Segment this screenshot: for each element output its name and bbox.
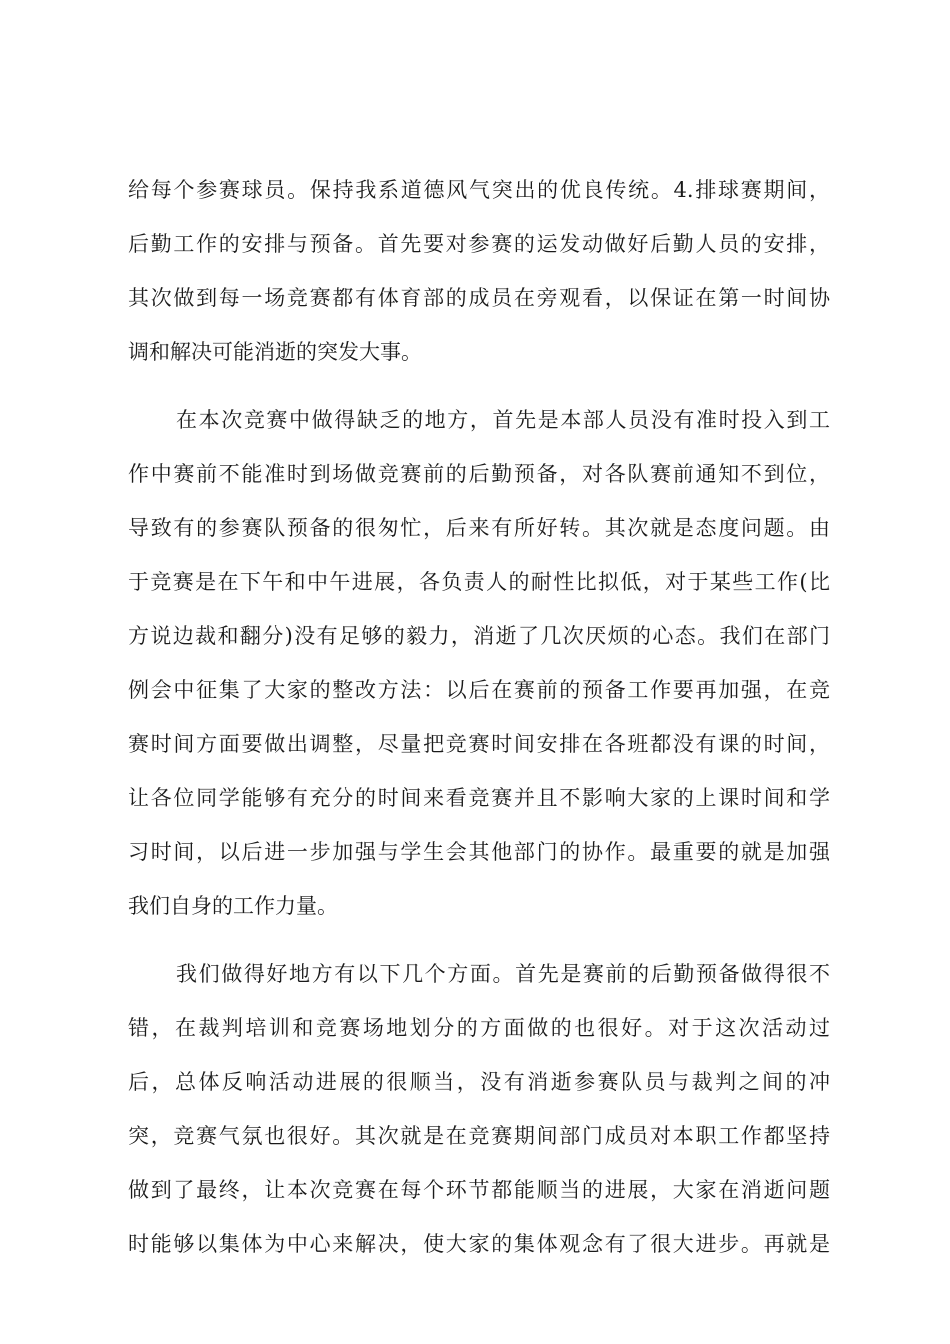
text-line: 我们做得好地方有以下几个方面。首先是赛前的后勤预备做得很不: [176, 962, 830, 986]
text-line: 在本次竞赛中做得缺乏的地方，首先是本部人员没有准时投入到工: [176, 408, 830, 432]
text-line: 作中赛前不能准时到场做竞赛前的后勤预备，对各队赛前通知不到位，: [128, 462, 830, 486]
text-line: 调和解决可能消逝的突发大事。: [128, 340, 422, 364]
text-line: 其次做到每一场竞赛都有体育部的成员在旁观看，以保证在第一时间协: [128, 286, 830, 310]
text-line: 导致有的参赛队预备的很匆忙，后来有所好转。其次就是态度问题。由: [128, 516, 830, 540]
text-line: 突，竞赛气氛也很好。其次就是在竞赛期间部门成员对本职工作都坚持: [128, 1124, 830, 1148]
text-line: 于竞赛是在下午和中午进展，各负责人的耐性比拟低，对于某些工作(比: [128, 570, 830, 594]
text-line: 例会中征集了大家的整改方法：以后在赛前的预备工作要再加强，在竞: [128, 678, 830, 702]
text-line: 后勤工作的安排与预备。首先要对参赛的运发动做好后勤人员的安排，: [128, 232, 830, 256]
text-line: 赛时间方面要做出调整，尽量把竞赛时间安排在各班都没有课的时间，: [128, 732, 830, 756]
text-line: 习时间，以后进一步加强与学生会其他部门的协作。最重要的就是加强: [128, 840, 830, 864]
text-line: 后，总体反响活动进展的很顺当，没有消逝参赛队员与裁判之间的冲: [128, 1070, 830, 1094]
text-line: 时能够以集体为中心来解决，使大家的集体观念有了很大进步。再就是: [128, 1232, 830, 1256]
text-line: 我们自身的工作力量。: [128, 894, 338, 918]
text-line: 做到了最终，让本次竞赛在每个环节都能顺当的进展，大家在消逝问题: [128, 1178, 830, 1202]
text-line: 给每个参赛球员。保持我系道德风气突出的优良传统。4.排球赛期间，: [128, 178, 830, 202]
text-line: 让各位同学能够有充分的时间来看竞赛并且不影响大家的上课时间和学: [128, 786, 830, 810]
text-line: 方说边裁和翻分)没有足够的毅力，消逝了几次厌烦的心态。我们在部门: [128, 624, 830, 648]
text-line: 错，在裁判培训和竞赛场地划分的方面做的也很好。对于这次活动过: [128, 1016, 830, 1040]
